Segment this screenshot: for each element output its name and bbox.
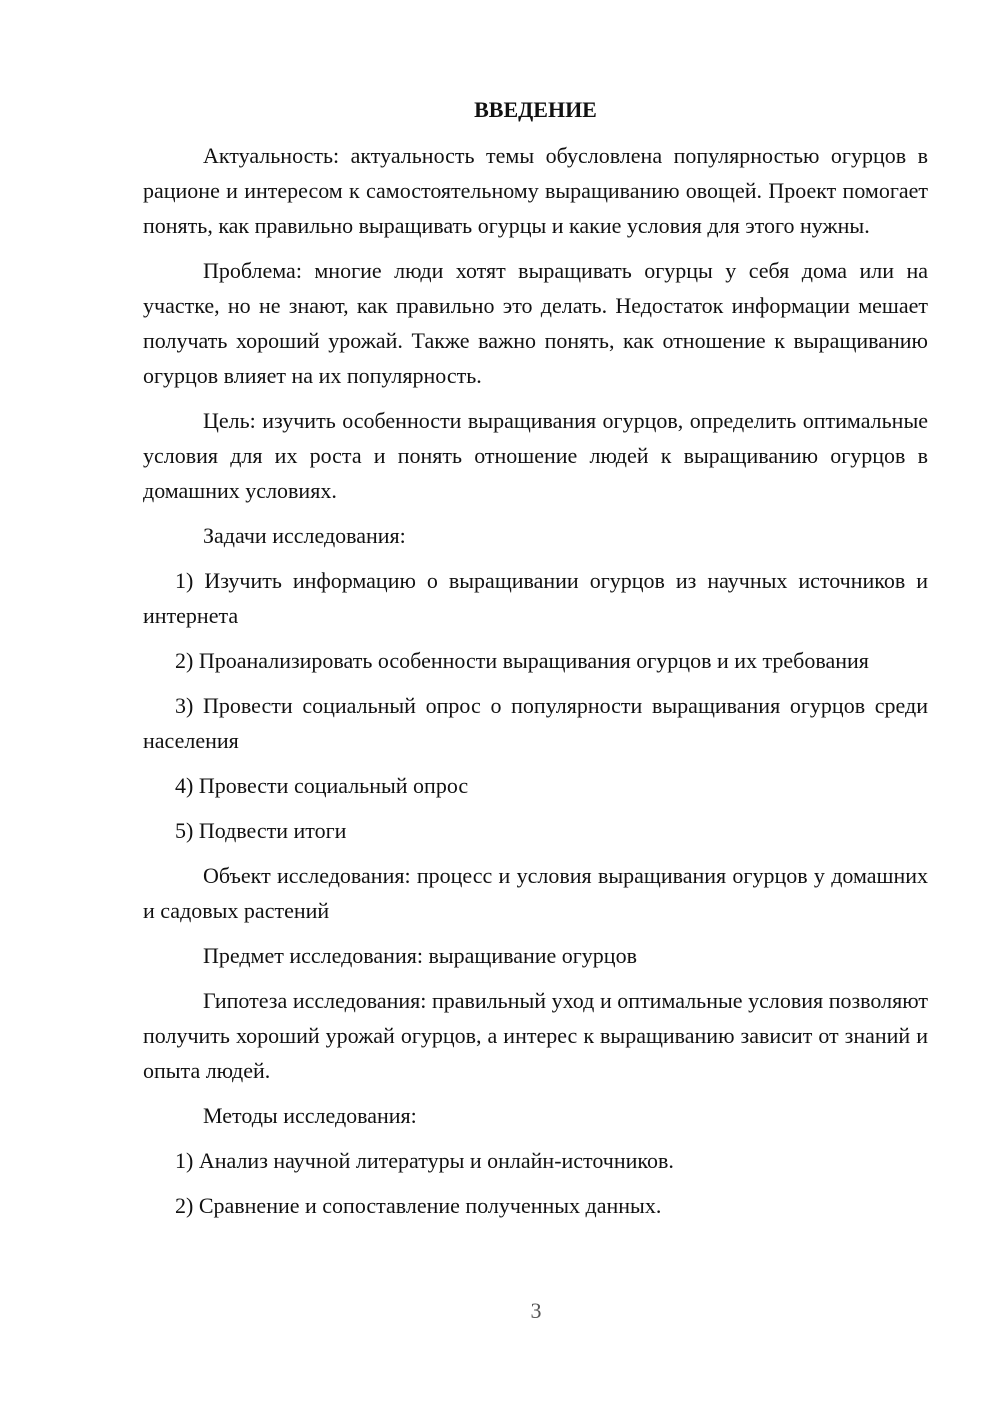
problem-paragraph: Проблема: многие люди хотят выращивать огурцы у себя дома или на участке, но не знают, как правильно это делать. Недостаток информации мешает получать хороший урожай. Также важно понять, как отношение к выращиванию огурцов влияет на их популярность. (143, 258, 928, 388)
method-item-1: 1) Анализ научной литературы и онлайн-источников. (175, 1148, 674, 1173)
document-page (143, 92, 928, 1233)
method-item-2: 2) Сравнение и сопоставление полученных данных. (175, 1193, 662, 1218)
task-item-3: 3) Провести социальный опрос о популярности выращивания огурцов среди населения (143, 693, 928, 753)
page-number: 3 (530, 1298, 542, 1323)
task-item-5: 5) Подвести итоги (175, 818, 347, 843)
task-item-1: 1) Изучить информацию о выращивании огурцов из научных источников и интернета (143, 568, 928, 628)
task-item-4: 4) Провести социальный опрос (175, 773, 469, 798)
hypothesis-paragraph: Гипотеза исследования: правильный уход и оптимальные условия позволяют получить хороший урожай огурцов, а интерес к выращиванию зависит от знаний и опыта людей. (143, 988, 928, 1083)
task-item-2: 2) Проанализировать особенности выращивания огурцов и их требования (175, 648, 869, 673)
subject-paragraph: Предмет исследования: выращивание огурцов (203, 943, 637, 968)
tasks-heading: Задачи исследования: (203, 523, 406, 548)
object-paragraph: Объект исследования: процесс и условия выращивания огурцов у домашних и садовых растений (143, 863, 928, 923)
methods-heading: Методы исследования: (203, 1103, 417, 1128)
goal-paragraph: Цель: изучить особенности выращивания огурцов, определить оптимальные условия для их роста и понять отношение людей к выращиванию огурцов в домашних условиях. (143, 408, 928, 503)
section-title: ВВЕДЕНИЕ (474, 97, 597, 122)
relevance-paragraph: Актуальность: актуальность темы обусловлена популярностью огурцов в рационе и интересом к самостоятельному выращиванию овощей. Проект помогает понять, как правильно выращивать огурцы и какие условия для этого нужны. (143, 143, 928, 238)
